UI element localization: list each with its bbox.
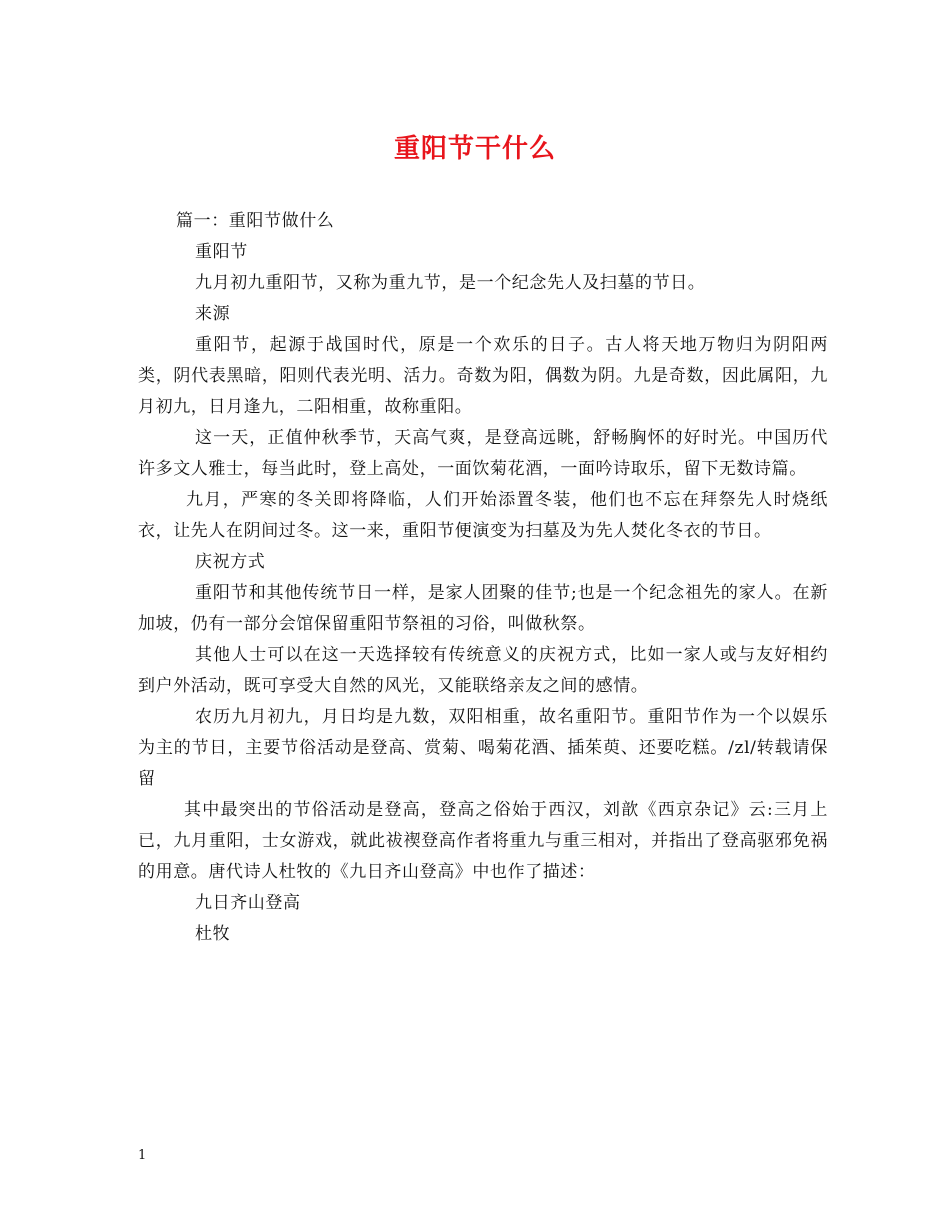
section-heading: 篇一：重阳节做什么 — [176, 211, 335, 231]
paragraph: 这一天，正值仲秋季节，天高气爽，是登高远眺，舒畅胸怀的好时光。中国历代许多文人雅士，每当此时，登上高处，一面饮菊花酒，一面吟诗取乐，留下无数诗篇。 — [138, 428, 828, 479]
paragraph: 农历九月初九，月日均是九数，双阳相重，故名重阳节。重阳节作为一个以娱乐为主的节日，主要节俗活动是登高、赏菊、喝菊花酒、插茱萸、还要吃糕。/zl/转载请保留 — [138, 707, 828, 789]
paragraph: 重阳节，起源于战国时代，原是一个欢乐的日子。古人将天地万物归为阴阳两类，阴代表黑暗，阳则代表光明、活力。奇数为阳，偶数为阴。九是奇数，因此属阳，九月初九，日月逢九，二阳相重，故称重阳。 — [138, 335, 828, 417]
paragraph: 九月初九重阳节，又称为重九节，是一个纪念先人及扫墓的节日。 — [195, 273, 706, 293]
document-body — [138, 206, 828, 950]
paragraph: 其他人士可以在这一天选择较有传统意义的庆祝方式，比如一家人或与友好相约到户外活动，既可享受大自然的风光，又能联络亲友之间的感情。 — [138, 645, 828, 696]
subheading: 重阳节 — [195, 242, 248, 262]
paragraph: 九月，严寒的冬关即将降临，人们开始添置冬装，他们也不忘在拜祭先人时烧纸衣，让先人在阴间过冬。这一来，重阳节便演变为扫墓及为先人焚化冬衣的节日。 — [138, 490, 828, 541]
poem-title: 九日齐山登高 — [195, 893, 301, 913]
paragraph: 重阳节和其他传统节日一样，是家人团聚的佳节;也是一个纪念祖先的家人。在新加坡，仍有一部分会馆保留重阳节祭祖的习俗，叫做秋祭。 — [138, 583, 828, 634]
page-number: 1 — [138, 1148, 147, 1163]
paragraph: 其中最突出的节俗活动是登高，登高之俗始于西汉，刘歆《西京杂记》云:三月上已，九月重阳，士女游戏，就此祓禊登高作者将重九与重三相对，并指出了登高驱邪免祸的用意。唐代诗人杜牧的《九日齐山登高》中也作了描述： — [138, 800, 828, 882]
subheading: 庆祝方式 — [195, 552, 266, 572]
document-title: 重阳节干什么 — [393, 134, 556, 164]
poem-author: 杜牧 — [195, 924, 231, 944]
subheading: 来源 — [195, 304, 231, 324]
